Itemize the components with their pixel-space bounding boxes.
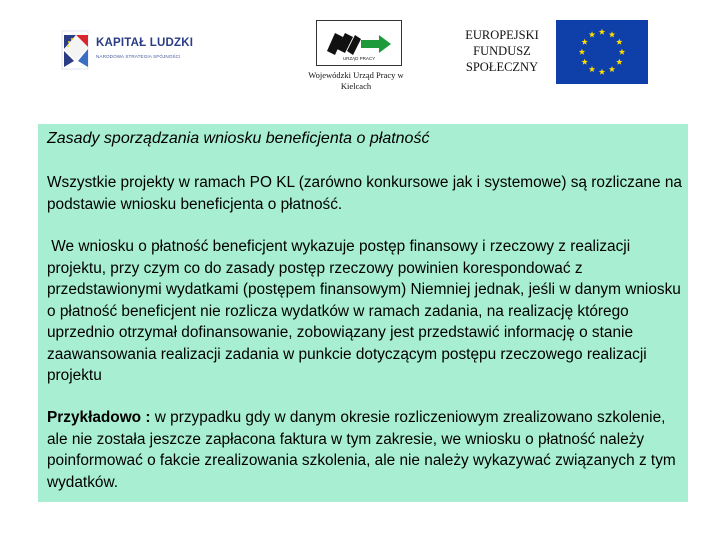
wup-people-arrow-icon [325, 27, 393, 57]
panel-title: Zasady sporządzania wniosku beneficjenta o płatność [47, 130, 430, 147]
example-label: Przykładowo : [47, 409, 151, 426]
eu-star-icon [589, 31, 595, 37]
eu-star-icon [616, 59, 622, 65]
eu-star-icon [609, 66, 615, 72]
paragraph-progress-text: We wniosku o płatność beneficjent wykazuje postęp finansowy i rzeczowy z realizacji projektu, przy czym co do zasady postęp rzeczowy powinien korespondować z przedstawionymi wydatkami (postępem finansowym) Niemniej jednak, jeśli w danym wniosku o płatność beneficjent nie rozlicza wydatków w ramach zadania, na realizację którego uprzednio otrzymał dofinansowanie, zobowiązany jest przedstawić informację o stanie zaawansowania realizacji zadania w punkcie dotyczącym postępu rzeczowego realizacji projektu [47, 238, 686, 384]
eu-star-icon [581, 39, 587, 45]
wup-caption: Wojewódzki Urząd Pracy w Kielcach [308, 70, 404, 91]
eu-star-icon [599, 69, 605, 75]
kapital-ludzki-title: KAPITAŁ LUDZKI [96, 37, 194, 49]
wup-logo [316, 20, 402, 66]
eu-stars-icon [556, 20, 648, 84]
wup-inner-text: URZĄD PRACY [342, 56, 376, 61]
eu-star-icon [609, 31, 615, 37]
efs-label: EUROPEJSKI FUNDUSZ SPOŁECZNY [465, 28, 539, 74]
paragraph-settlement-text: Wszystkie projekty w ramach PO KL (zarówno konkursowe jak i systemowe) są rozliczane na podstawie wniosku beneficjenta o płatność. [47, 174, 682, 213]
eu-star-icon [619, 49, 625, 55]
eu-star-icon [616, 39, 622, 45]
eu-star-icon [579, 49, 585, 55]
kapital-ludzki-mark-icon [60, 25, 92, 75]
kapital-ludzki-subtitle: NARODOWA STRATEGIA SPÓJNOŚCI [96, 54, 181, 59]
example-text: w przypadku gdy w danym okresie rozliczeniowym zrealizowano szkolenie, ale nie została jeszcze zapłacona faktura w tym zakresie, we wniosku o płatność należy poinformować o fakcie zrealizowania szkolenia, ale nie należy wykazywać związanych z tym wydatków. [47, 409, 681, 491]
kapital-ludzki-logo [60, 25, 200, 75]
eu-flag [556, 20, 648, 84]
eu-star-icon [589, 66, 595, 72]
paragraph-settlement [47, 172, 687, 215]
paragraph-progress [47, 236, 687, 387]
eu-star-icon [599, 29, 605, 35]
paragraph-example [47, 407, 687, 493]
content-panel [38, 124, 688, 502]
eu-star-icon [581, 59, 587, 65]
